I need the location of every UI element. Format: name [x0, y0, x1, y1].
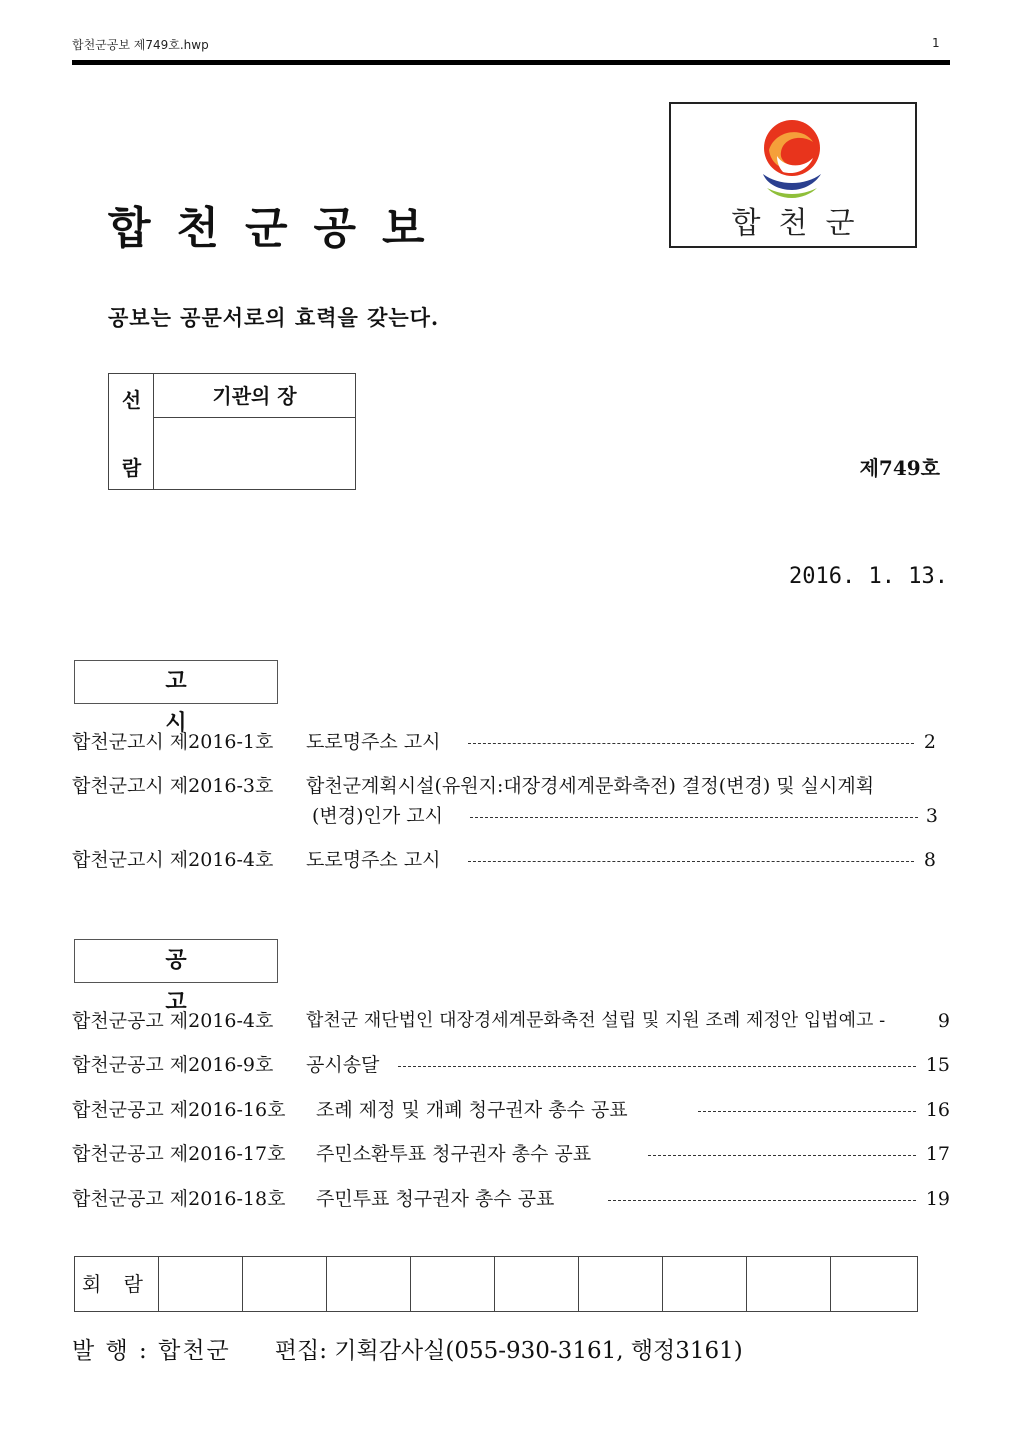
entry-title: 합천군계획시설(유원지:대장경세계문화축전) 결정(변경) 및 실시계획	[306, 775, 875, 797]
circulation-box	[74, 1256, 918, 1312]
entry-title: 주민소환투표 청구권자 총수 공표	[316, 1143, 592, 1165]
entry-page: 19	[925, 1188, 950, 1210]
signature-cell[interactable]	[747, 1257, 831, 1311]
signature-cell[interactable]	[495, 1257, 579, 1311]
entry-code: 합천군공고 제2016-17호	[72, 1143, 286, 1165]
list-item[interactable]	[72, 846, 950, 874]
approval-box	[108, 373, 356, 490]
approval-char-2: 람	[121, 456, 142, 480]
dot-leader	[468, 743, 914, 744]
approval-char-1: 선	[121, 388, 142, 412]
county-emblem-icon	[757, 116, 827, 200]
entry-page: 15	[925, 1054, 950, 1076]
list-item[interactable]	[72, 1140, 950, 1168]
entry-code: 합천군공고 제2016-9호	[72, 1054, 274, 1076]
entry-title: 도로명주소 고시	[306, 731, 441, 753]
entry-page: 3	[925, 805, 938, 827]
header-rule	[72, 60, 950, 65]
signature-cell[interactable]	[243, 1257, 327, 1311]
entry-page: 16	[925, 1099, 950, 1121]
dot-leader	[608, 1200, 916, 1201]
entry-title: 합천군 재단법인 대장경세계문화축전 설립 및 지원 조례 제정안 입법예고 -	[306, 1010, 886, 1031]
legal-notice: 공보는 공문서로의 효력을 갖는다.	[108, 305, 440, 330]
signature-cell[interactable]	[327, 1257, 411, 1311]
signature-cell[interactable]	[663, 1257, 747, 1311]
section-title-announcements: 공 고	[74, 939, 278, 983]
issue-date: 2016. 1. 13.	[789, 564, 948, 589]
list-item-continuation[interactable]	[72, 802, 950, 830]
county-logo	[669, 102, 917, 248]
entry-code: 합천군고시 제2016-1호	[72, 731, 274, 753]
entry-page: 8	[923, 849, 936, 871]
list-item[interactable]	[72, 1051, 950, 1079]
section-title-notices: 고 시	[74, 660, 278, 704]
issue-number: 제749호	[859, 456, 940, 480]
approval-header: 기관의 장	[154, 374, 355, 418]
list-item[interactable]	[72, 728, 950, 756]
signature-cell[interactable]	[411, 1257, 495, 1311]
signature-cell[interactable]	[579, 1257, 663, 1311]
entry-code: 합천군고시 제2016-4호	[72, 849, 274, 871]
list-item[interactable]	[72, 1096, 950, 1124]
dot-leader	[398, 1066, 916, 1067]
dot-leader	[470, 817, 918, 818]
entry-code: 합천군공고 제2016-16호	[72, 1099, 286, 1121]
list-item[interactable]	[72, 1185, 950, 1213]
entry-page: 17	[925, 1143, 950, 1165]
list-item[interactable]	[72, 1007, 950, 1035]
dot-leader	[468, 861, 914, 862]
entry-code: 합천군고시 제2016-3호	[72, 775, 274, 797]
entry-page: 9	[937, 1010, 950, 1032]
editor-contact: 편집: 기획감사실(055-930-3161, 행정3161)	[274, 1338, 743, 1364]
page-number: 1	[932, 36, 940, 50]
logo-text: 합천군	[731, 206, 873, 241]
dot-leader	[648, 1155, 916, 1156]
entry-code: 합천군공고 제2016-18호	[72, 1188, 286, 1210]
entry-title: 공시송달	[306, 1054, 380, 1076]
entry-code: 합천군공고 제2016-4호	[72, 1010, 274, 1032]
entry-page: 2	[923, 731, 936, 753]
signature-cell[interactable]	[159, 1257, 243, 1311]
dot-leader	[698, 1111, 916, 1112]
publication-footer	[72, 1332, 743, 1365]
circulation-label: 회 람	[75, 1257, 159, 1311]
page-title: 합천군공보	[108, 203, 451, 254]
list-item[interactable]	[72, 772, 950, 800]
entry-title: 조례 제정 및 개폐 청구권자 총수 공표	[316, 1099, 628, 1121]
entry-title: 주민투표 청구권자 총수 공표	[316, 1188, 555, 1210]
document-filename: 합천군공보 제749호.hwp	[72, 38, 209, 52]
publisher: 발 행 : 합천군	[72, 1338, 231, 1364]
entry-title-continued: (변경)인가 고시	[312, 805, 443, 827]
entry-title: 도로명주소 고시	[306, 849, 441, 871]
